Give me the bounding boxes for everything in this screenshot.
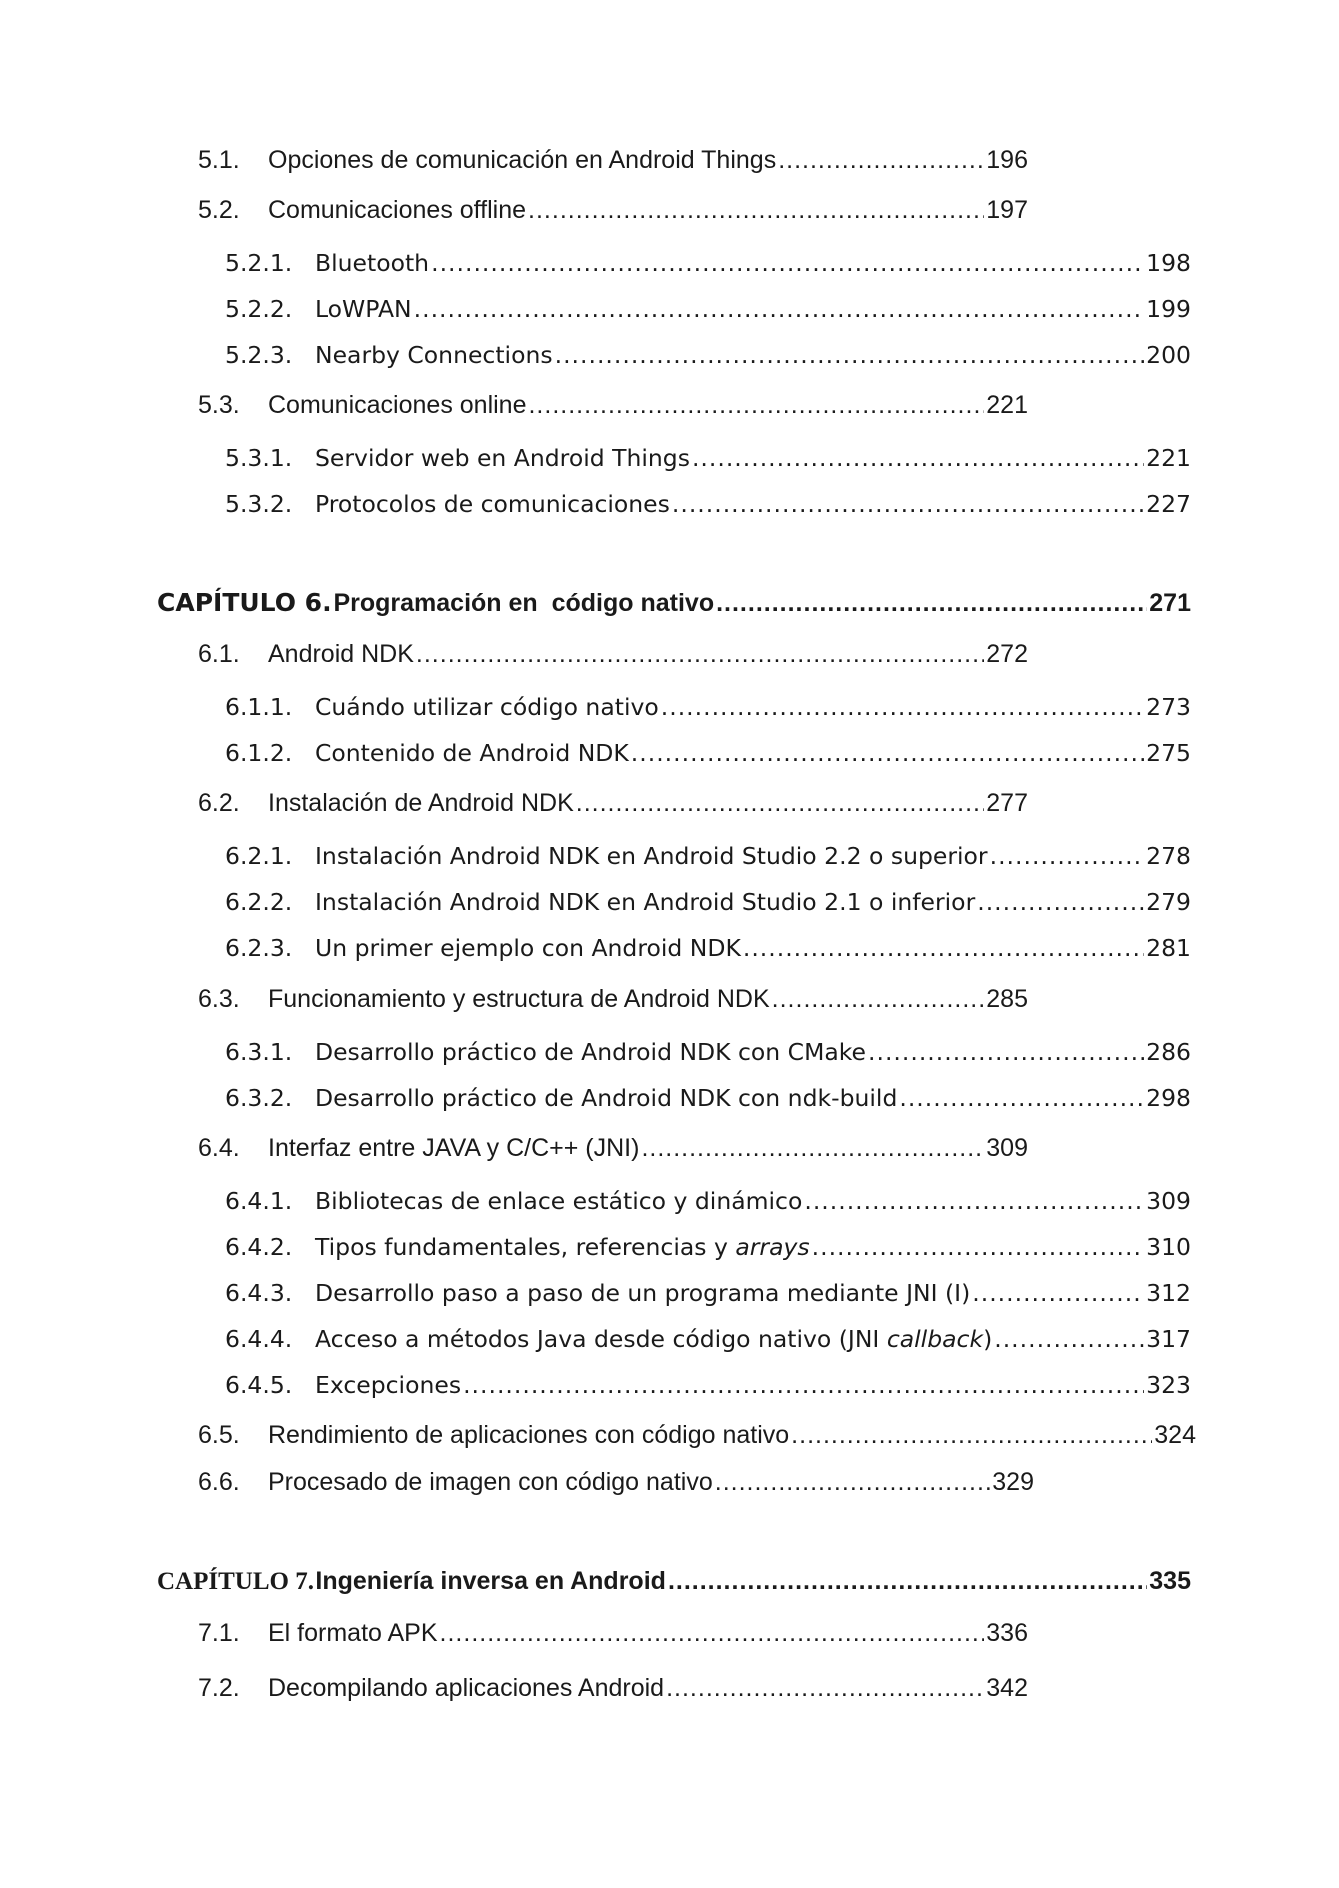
toc-entry-6-3-2[interactable] <box>225 1084 1191 1112</box>
entry-title: Desarrollo práctico de Android NDK con CMake <box>315 1038 866 1066</box>
toc-entry-6-2-3[interactable] <box>225 934 1191 962</box>
dot-leader <box>463 1371 1144 1399</box>
dot-leader <box>812 1233 1145 1261</box>
dot-leader <box>661 693 1144 721</box>
entry-page: 279 <box>1146 888 1191 916</box>
entry-page: 285 <box>986 985 1028 1013</box>
entry-number: 6.2.2. <box>225 888 293 916</box>
dot-leader <box>972 1279 1144 1307</box>
toc-entry-6-4-3[interactable] <box>225 1279 1191 1307</box>
toc-entry-6-1[interactable] <box>198 640 1028 669</box>
dot-leader <box>716 589 1147 618</box>
entry-page: 323 <box>1146 1371 1191 1399</box>
entry-page: 342 <box>986 1674 1028 1702</box>
entry-title: Nearby Connections <box>315 341 553 369</box>
entry-number: 6.4. <box>198 1134 240 1162</box>
entry-title: Un primer ejemplo con Android NDK <box>315 934 741 962</box>
toc-entry-6-4-5[interactable] <box>225 1371 1191 1399</box>
entry-number: 6.4.2. <box>225 1233 293 1261</box>
dot-leader <box>666 1674 984 1703</box>
entry-number: 6.1.1. <box>225 693 293 721</box>
entry-title: Comunicaciones online <box>268 391 527 419</box>
toc-entry-6-2-1[interactable] <box>225 842 1191 870</box>
chapter-label: CAPÍTULO 6. <box>157 588 332 617</box>
entry-number: 5.2. <box>198 196 240 224</box>
entry-page: 277 <box>986 789 1028 817</box>
toc-entry-6-3[interactable] <box>198 985 1028 1014</box>
dot-leader <box>631 739 1144 767</box>
toc-entry-6-3-1[interactable] <box>225 1038 1191 1066</box>
toc-entry-5-3-2[interactable] <box>225 490 1191 518</box>
entry-page: 275 <box>1146 739 1191 767</box>
entry-title: Instalación de Android NDK <box>268 789 574 817</box>
toc-entry-5-2-1[interactable] <box>225 249 1191 277</box>
entry-title: Protocolos de comunicaciones <box>315 490 670 518</box>
dot-leader <box>791 1421 1152 1450</box>
dot-leader <box>743 934 1144 962</box>
dot-leader <box>778 146 984 175</box>
dot-leader <box>414 295 1145 323</box>
toc-entry-6-4-4[interactable] <box>225 1325 1191 1353</box>
toc-entry-6-1-2[interactable] <box>225 739 1191 767</box>
entry-title: Bibliotecas de enlace estático y dinámico <box>315 1187 803 1215</box>
toc-entry-5-2[interactable] <box>198 196 1028 225</box>
toc-entry-6-1-1[interactable] <box>225 693 1191 721</box>
entry-number: 5.3. <box>198 391 240 419</box>
entry-number: 5.3.2. <box>225 490 293 518</box>
dot-leader <box>431 249 1144 277</box>
entry-page: 197 <box>986 196 1028 224</box>
dot-leader <box>416 640 984 669</box>
entry-title: Opciones de comunicación en Android Things <box>268 146 777 174</box>
entry-title: El formato APK <box>268 1619 438 1647</box>
entry-title: LoWPAN <box>315 295 412 323</box>
dot-leader <box>977 888 1144 916</box>
toc-entry-7-1[interactable] <box>198 1619 1028 1648</box>
chapter-page: 335 <box>1149 1567 1191 1595</box>
entry-number: 6.4.5. <box>225 1371 293 1399</box>
entry-number: 5.2.2. <box>225 295 293 323</box>
chapter-title: Programación en código nativo <box>333 589 715 617</box>
entry-page: 278 <box>1146 842 1191 870</box>
entry-title: Excepciones <box>315 1371 462 1399</box>
dot-leader <box>528 391 984 420</box>
entry-page: 198 <box>1146 249 1191 277</box>
toc-entry-6-6[interactable] <box>198 1468 1034 1497</box>
entry-title: Bluetooth <box>315 249 430 277</box>
entry-page: 286 <box>1146 1038 1191 1066</box>
entry-number: 6.3.2. <box>225 1084 293 1112</box>
dot-leader <box>804 1187 1144 1215</box>
toc-chapter-6[interactable] <box>157 588 1191 618</box>
entry-page: 196 <box>986 146 1028 174</box>
entry-page: 317 <box>1146 1325 1191 1353</box>
entry-title: Contenido de Android NDK <box>315 739 629 767</box>
dot-leader <box>715 1468 991 1497</box>
entry-title: Instalación Android NDK en Android Studio 2.1 o inferior <box>315 888 976 916</box>
entry-title: Servidor web en Android Things <box>315 444 690 472</box>
dot-leader <box>576 789 985 818</box>
entry-number: 6.6. <box>198 1468 240 1496</box>
entry-page: 221 <box>986 391 1028 419</box>
entry-page: 298 <box>1146 1084 1191 1112</box>
toc-entry-6-5[interactable] <box>198 1421 1196 1450</box>
toc-entry-5-2-3[interactable] <box>225 341 1191 369</box>
entry-title: Cuándo utilizar código nativo <box>315 693 659 721</box>
entry-number: 6.2.3. <box>225 934 293 962</box>
entry-title: Desarrollo práctico de Android NDK con ndk-build <box>315 1084 898 1112</box>
entry-page: 312 <box>1146 1279 1191 1307</box>
dot-leader <box>672 490 1144 518</box>
dot-leader <box>641 1134 984 1163</box>
entry-page: 272 <box>986 640 1028 668</box>
entry-page: 309 <box>986 1134 1028 1162</box>
entry-number: 6.4.4. <box>225 1325 293 1353</box>
toc-entry-5-2-2[interactable] <box>225 295 1191 323</box>
entry-title: Tipos fundamentales, referencias y arrays <box>315 1233 810 1261</box>
entry-number: 6.1.2. <box>225 739 293 767</box>
entry-title: Interfaz entre JAVA y C/C++ (JNI) <box>268 1134 640 1162</box>
entry-number: 6.2. <box>198 789 240 817</box>
chapter-page: 271 <box>1149 589 1191 617</box>
entry-number: 6.3.1. <box>225 1038 293 1066</box>
entry-number: 5.2.1. <box>225 249 293 277</box>
dot-leader <box>528 196 984 225</box>
toc-entry-6-4[interactable] <box>198 1134 1028 1163</box>
toc-entry-6-2[interactable] <box>198 789 1028 818</box>
entry-number: 7.1. <box>198 1619 240 1647</box>
dot-leader <box>990 842 1145 870</box>
entry-page: 273 <box>1146 693 1191 721</box>
entry-number: 6.1. <box>198 640 240 668</box>
toc-entry-6-4-2[interactable] <box>225 1233 1191 1261</box>
entry-title: Rendimiento de aplicaciones con código nativo <box>268 1421 790 1449</box>
dot-leader <box>772 985 985 1014</box>
toc-entry-5-3-1[interactable] <box>225 444 1191 472</box>
entry-number: 6.2.1. <box>225 842 293 870</box>
entry-number: 6.4.3. <box>225 1279 293 1307</box>
entry-number: 6.4.1. <box>225 1187 293 1215</box>
chapter-title: Ingeniería inversa en Android <box>315 1567 666 1595</box>
dot-leader <box>994 1325 1144 1353</box>
toc-entry-6-4-1[interactable] <box>225 1187 1191 1215</box>
dot-leader <box>868 1038 1144 1066</box>
entry-page: 227 <box>1146 490 1191 518</box>
entry-page: 309 <box>1146 1187 1191 1215</box>
entry-number: 5.1. <box>198 146 240 174</box>
toc-entry-5-3[interactable] <box>198 391 1028 420</box>
entry-title: Android NDK <box>268 640 414 668</box>
entry-title: Instalación Android NDK en Android Studio 2.2 o superior <box>315 842 988 870</box>
entry-title: Funcionamiento y estructura de Android NDK <box>268 985 770 1013</box>
entry-title: Procesado de imagen con código nativo <box>268 1468 713 1496</box>
entry-page: 199 <box>1146 295 1191 323</box>
entry-title: Comunicaciones offline <box>268 196 527 224</box>
dot-leader <box>440 1619 985 1648</box>
entry-page: 281 <box>1146 934 1191 962</box>
entry-number: 5.3.1. <box>225 444 293 472</box>
entry-number: 6.3. <box>198 985 240 1013</box>
toc-entry-5-1[interactable] <box>198 146 1028 175</box>
dot-leader <box>555 341 1145 369</box>
entry-page: 221 <box>1146 444 1191 472</box>
entry-page: 336 <box>986 1619 1028 1647</box>
entry-page: 200 <box>1146 341 1191 369</box>
entry-number: 7.2. <box>198 1674 240 1702</box>
toc-entry-7-2[interactable] <box>198 1674 1028 1703</box>
entry-page: 310 <box>1146 1233 1191 1261</box>
entry-title: Desarrollo paso a paso de un programa mediante JNI (I) <box>315 1279 971 1307</box>
dot-leader <box>668 1567 1147 1596</box>
entry-number: 5.2.3. <box>225 341 293 369</box>
entry-page: 329 <box>992 1468 1034 1496</box>
toc-entry-6-2-2[interactable] <box>225 888 1191 916</box>
dot-leader <box>899 1084 1144 1112</box>
entry-page: 324 <box>1154 1421 1196 1449</box>
chapter-label: CAPÍTULO 7. <box>157 1568 314 1595</box>
entry-title: Decompilando aplicaciones Android <box>268 1674 665 1702</box>
entry-title: Acceso a métodos Java desde código nativo (JNI callback) <box>315 1325 993 1353</box>
toc-chapter-7[interactable] <box>157 1567 1191 1596</box>
dot-leader <box>692 444 1144 472</box>
entry-number: 6.5. <box>198 1421 240 1449</box>
